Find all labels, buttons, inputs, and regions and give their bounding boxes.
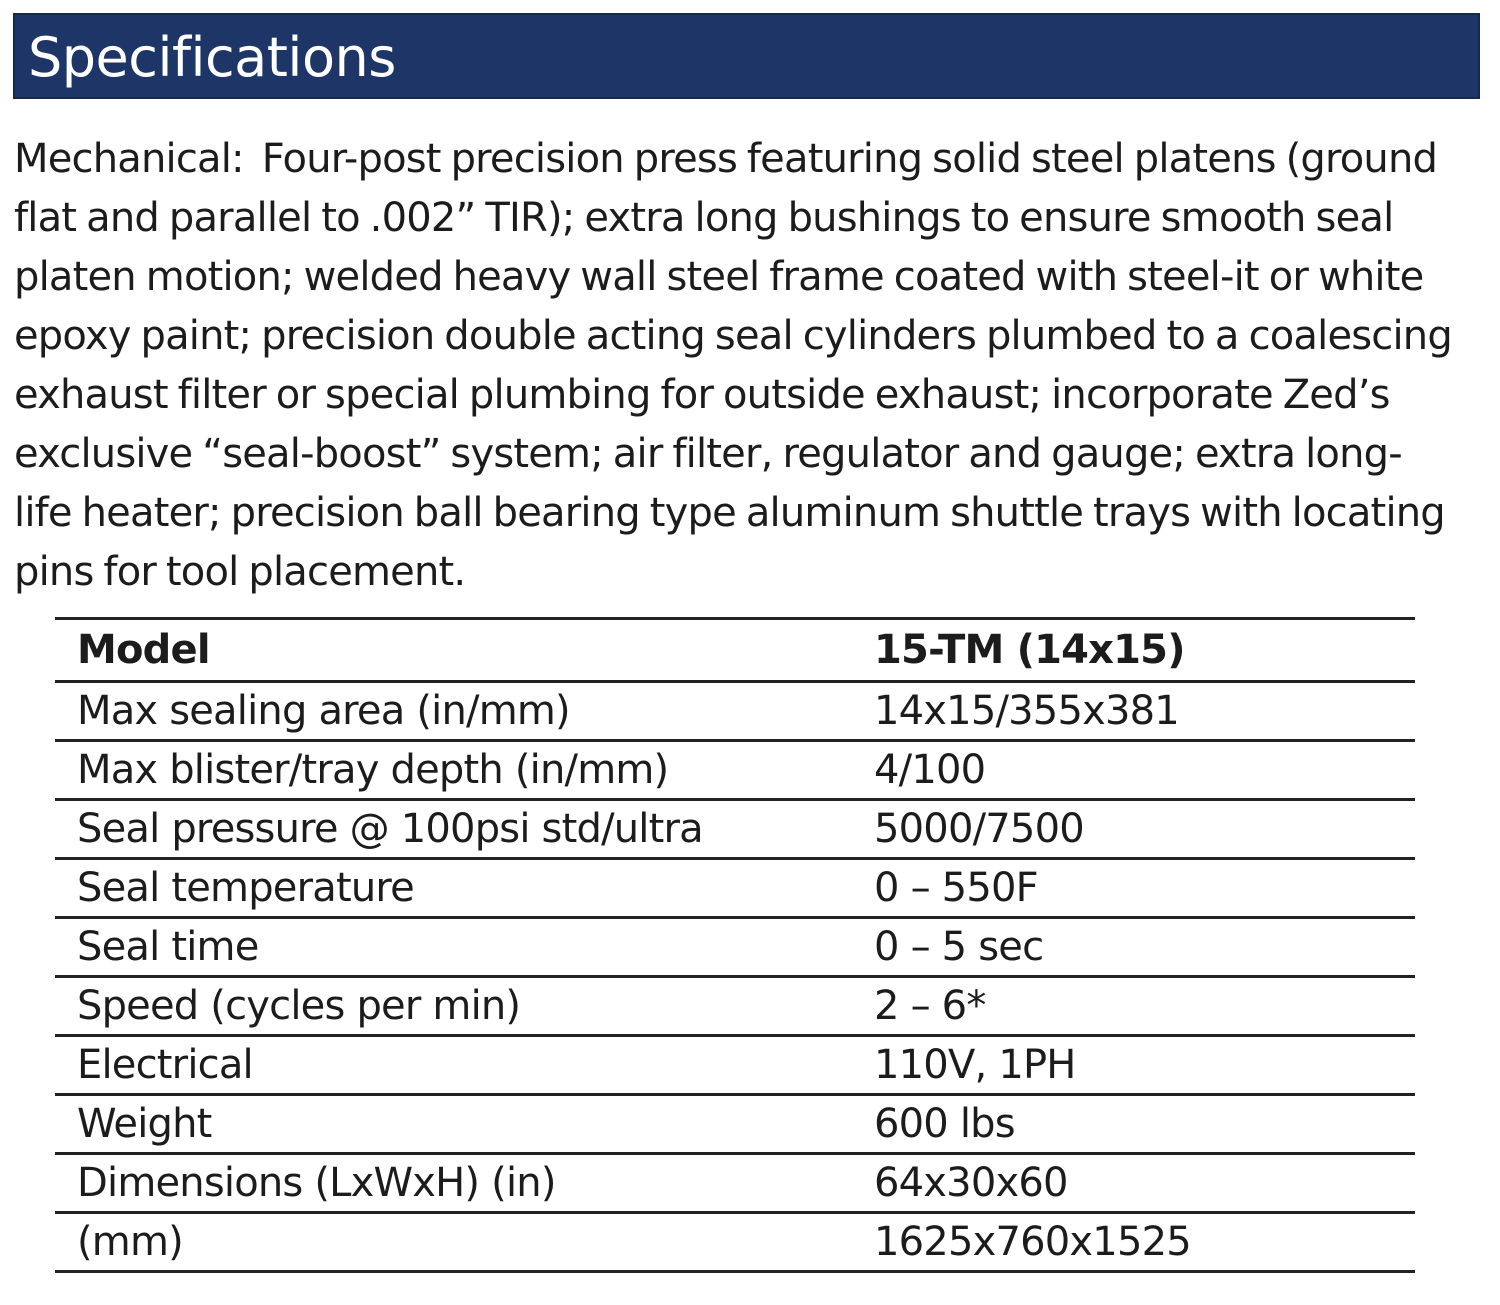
header-value: 15-TM (14x15) (874, 627, 1185, 673)
row-value: 2 – 6* (874, 983, 986, 1029)
row-label: Seal temperature (77, 865, 414, 911)
table-row (55, 1095, 1415, 1154)
row-value: 110V, 1PH (874, 1042, 1076, 1088)
row-label: Seal pressure @ 100psi std/ultra (77, 806, 703, 852)
table-row (55, 682, 1415, 741)
row-label: Dimensions (LxWxH) (in) (77, 1160, 556, 1206)
table-row (55, 977, 1415, 1036)
row-label: Weight (77, 1101, 212, 1147)
row-value: 0 – 5 sec (874, 924, 1044, 970)
row-value: 5000/7500 (874, 806, 1084, 852)
row-value: 14x15/355x381 (874, 688, 1179, 734)
row-value: 0 – 550F (874, 865, 1038, 911)
table-row (55, 859, 1415, 918)
row-label: Max blister/tray depth (in/mm) (77, 747, 669, 793)
table-header-row (55, 619, 1415, 682)
row-value: 1625x760x1525 (874, 1219, 1191, 1265)
specifications-table (55, 617, 1415, 1273)
row-value: 64x30x60 (874, 1160, 1068, 1206)
row-label: Electrical (77, 1042, 253, 1088)
table-row (55, 1036, 1415, 1095)
mechanical-description (14, 130, 1454, 602)
row-value: 4/100 (874, 747, 986, 793)
table-row (55, 1154, 1415, 1213)
section-header (13, 13, 1480, 99)
row-value: 600 lbs (874, 1101, 1015, 1147)
table-row (55, 741, 1415, 800)
description-lead: Mechanical: (14, 136, 244, 182)
row-label: Seal time (77, 924, 259, 970)
row-label: Max sealing area (in/mm) (77, 688, 570, 734)
header-label: Model (77, 627, 210, 673)
row-label: Speed (cycles per min) (77, 983, 521, 1029)
table-row (55, 1213, 1415, 1272)
section-title: Specifications (28, 26, 396, 89)
description-text: Four-post precision press featuring solid steel platens (ground flat and parallel to .002” TIR); extra long bushings to ensure smooth seal platen motion; welded heavy wall steel frame coated with steel-it or white epoxy paint; precision double acting seal cylinders plumbed to a coalescing exhaust filter or special plumbing for outside exhaust; incorporate Zed’s exclusive “seal-boost” system; air filter, regulator and gauge; extra long-life heater; precision ball bearing type aluminum shuttle trays with locating pins for tool placement. (14, 136, 1452, 595)
table-row (55, 800, 1415, 859)
row-label: (mm) (77, 1219, 183, 1265)
table-row (55, 918, 1415, 977)
